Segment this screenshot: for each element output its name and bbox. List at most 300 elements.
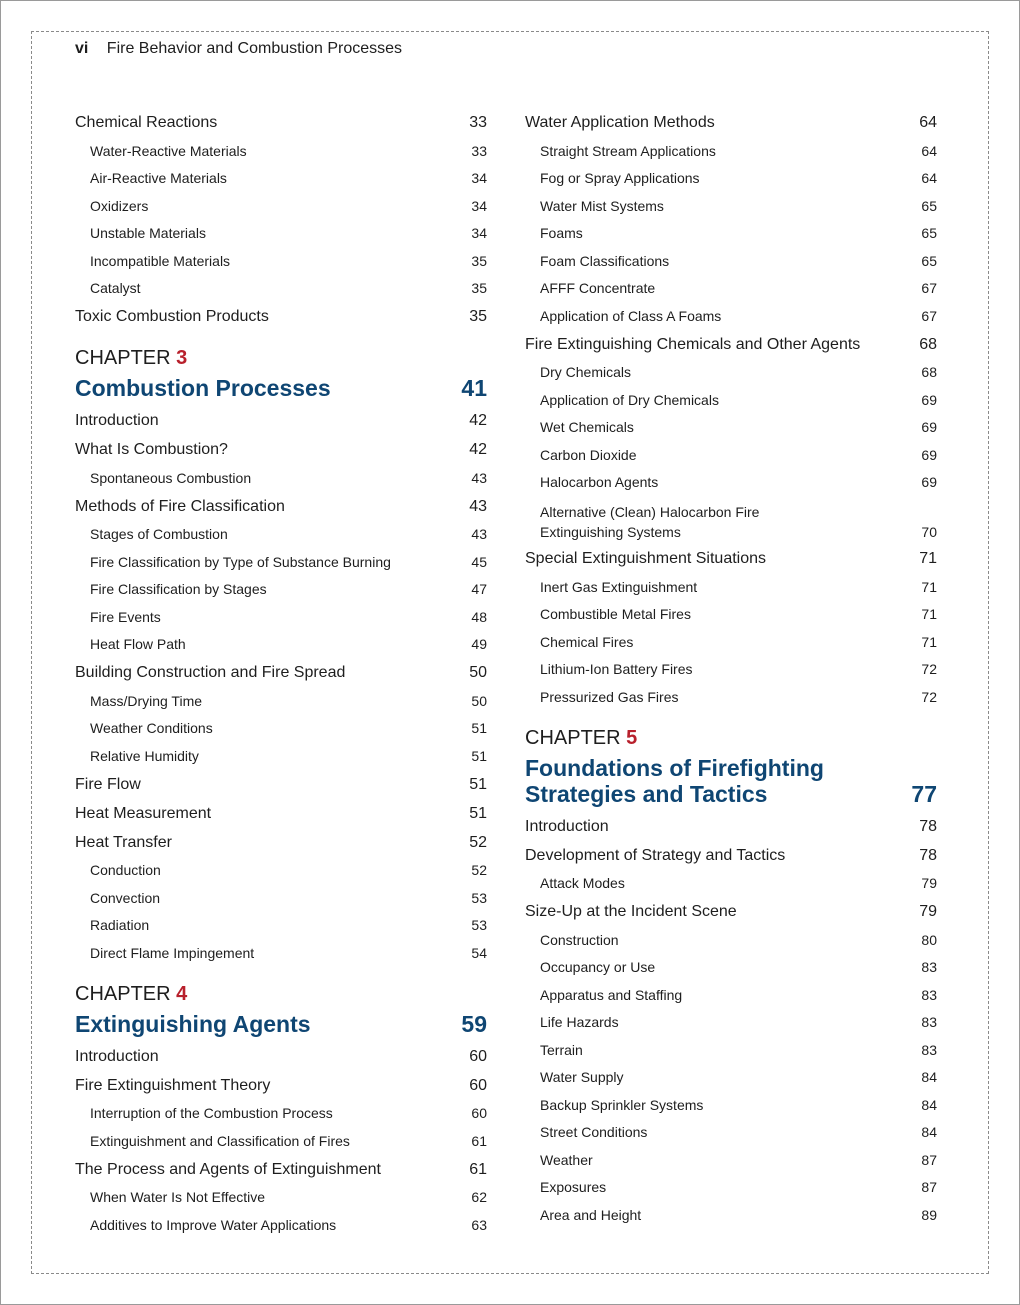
entry-page-number: 72 bbox=[921, 661, 937, 677]
entry-title bbox=[75, 111, 217, 135]
toc-subsection-entry[interactable] bbox=[75, 629, 487, 657]
chapter-title-entry[interactable] bbox=[75, 1009, 487, 1040]
entry-title-line: Exposures bbox=[540, 1179, 607, 1195]
toc-subsection-entry[interactable] bbox=[525, 626, 937, 654]
entry-title bbox=[540, 685, 678, 709]
toc-section-entry[interactable] bbox=[75, 490, 487, 519]
entry-page-number: 69 bbox=[921, 419, 937, 435]
entry-title-line: Construction bbox=[540, 931, 619, 948]
entry-title bbox=[90, 166, 227, 190]
entry-title-line: Water Mist Systems bbox=[540, 197, 664, 214]
toc-subsection-entry[interactable] bbox=[75, 135, 487, 163]
toc-subsection-entry[interactable] bbox=[525, 1199, 937, 1227]
toc-subsection-entry[interactable] bbox=[525, 384, 937, 412]
toc-subsection-entry[interactable] bbox=[525, 979, 937, 1007]
toc-subsection-entry[interactable] bbox=[525, 654, 937, 682]
entry-page-number: 83 bbox=[921, 959, 937, 975]
toc-subsection-entry[interactable] bbox=[75, 245, 487, 273]
entry-title bbox=[90, 577, 267, 601]
entry-page-number: 43 bbox=[471, 469, 487, 486]
entry-title-line: Toxic Combustion Products bbox=[75, 308, 269, 325]
entry-title-line: Building Construction and Fire Spread bbox=[75, 664, 346, 681]
toc-section-entry[interactable] bbox=[525, 810, 937, 839]
toc-subsection-entry[interactable] bbox=[525, 163, 937, 191]
entry-page-number: 64 bbox=[921, 170, 937, 186]
entry-page-number: 50 bbox=[469, 664, 487, 681]
entry-page-number: 52 bbox=[471, 862, 487, 878]
entry-title bbox=[540, 139, 716, 163]
entry-page-number: 65 bbox=[921, 225, 937, 241]
entry-page-number: 62 bbox=[471, 1189, 487, 1205]
entry-page-number: 78 bbox=[919, 846, 937, 864]
entry-title bbox=[75, 1158, 381, 1182]
toc-subsection-entry[interactable] bbox=[525, 1089, 937, 1117]
entry-title bbox=[525, 333, 860, 357]
entry-title-line: Additives to Improve Water Applications bbox=[90, 1216, 337, 1233]
entry-page-number: 71 bbox=[921, 578, 937, 595]
chapter-word: CHAPTER bbox=[75, 982, 171, 1005]
entry-page-number: 34 bbox=[471, 170, 487, 186]
entry-title-line: Extinguishment and Classification of Fires bbox=[90, 1132, 350, 1149]
entry-page-number: 67 bbox=[921, 280, 937, 296]
toc-subsection-entry[interactable] bbox=[525, 412, 937, 440]
toc-subsection-entry[interactable] bbox=[525, 1144, 937, 1172]
entry-title bbox=[75, 1045, 159, 1069]
entry-title-line: Lithium-Ion Battery Fires bbox=[540, 661, 693, 677]
entry-title bbox=[75, 773, 141, 797]
entry-title-line: Relative Humidity bbox=[90, 747, 199, 764]
toc-subsection-entry[interactable] bbox=[525, 273, 937, 301]
toc-subsection-entry[interactable] bbox=[75, 462, 487, 490]
chapter-label bbox=[525, 725, 937, 753]
entry-title bbox=[90, 632, 186, 656]
entry-page-number: 61 bbox=[469, 1160, 487, 1178]
toc-section-entry[interactable] bbox=[525, 895, 937, 924]
entry-page-number: 60 bbox=[469, 1047, 487, 1065]
entry-page-number: 79 bbox=[919, 903, 937, 920]
toc-subsection-entry[interactable] bbox=[75, 519, 487, 547]
entry-page-number: 65 bbox=[921, 197, 937, 214]
entry-page-number: 43 bbox=[469, 497, 487, 515]
chapter-title-entry[interactable] bbox=[525, 753, 937, 810]
entry-title bbox=[90, 886, 160, 910]
entry-title bbox=[540, 657, 693, 681]
entry-page-number: 42 bbox=[469, 412, 487, 429]
toc-section-entry[interactable] bbox=[75, 826, 487, 855]
entry-page-number: 72 bbox=[921, 688, 937, 705]
entry-title bbox=[90, 522, 228, 546]
toc-section-entry[interactable] bbox=[525, 839, 937, 868]
entry-title-line: Application of Dry Chemicals bbox=[540, 391, 719, 408]
chapter-number: 3 bbox=[176, 347, 188, 369]
toc-subsection-entry[interactable] bbox=[75, 574, 487, 602]
entry-page-number: 53 bbox=[471, 917, 487, 933]
chapter-title-line: Foundations of Firefighting bbox=[525, 754, 824, 781]
entry-title-line: Pressurized Gas Fires bbox=[540, 688, 679, 705]
entry-title-line: Oxidizers bbox=[90, 197, 149, 214]
entry-title-line: Fire Extinguishing Chemicals and Other Agents bbox=[525, 335, 861, 353]
entry-title bbox=[75, 802, 211, 826]
chapter-number: 5 bbox=[626, 726, 638, 749]
entry-page-number: 51 bbox=[469, 775, 487, 793]
chapter-label bbox=[75, 345, 487, 373]
entry-page-number: 83 bbox=[921, 1041, 937, 1058]
entry-page-number: 33 bbox=[471, 142, 487, 159]
entry-title-line: Methods of Fire Classification bbox=[75, 497, 285, 515]
entry-page-number: 78 bbox=[919, 817, 937, 835]
entry-title-line: Inert Gas Extinguishment bbox=[540, 578, 698, 595]
entry-title bbox=[540, 276, 655, 300]
entry-title bbox=[540, 983, 682, 1007]
entry-title bbox=[540, 443, 637, 467]
entry-title bbox=[90, 221, 206, 245]
entry-page-number: 51 bbox=[471, 747, 487, 764]
entry-title bbox=[540, 221, 583, 245]
toc-subsection-entry[interactable] bbox=[75, 937, 487, 965]
entry-title-line: Unstable Materials bbox=[90, 225, 206, 241]
toc-left-column bbox=[75, 106, 487, 1237]
entry-title bbox=[90, 1129, 350, 1153]
chapter-page-number: 77 bbox=[911, 780, 937, 807]
entry-page-number: 49 bbox=[471, 636, 487, 652]
entry-title bbox=[75, 438, 228, 462]
toc-subsection-entry[interactable] bbox=[75, 685, 487, 713]
toc-section-entry[interactable] bbox=[75, 1069, 487, 1098]
entry-title bbox=[90, 689, 202, 713]
entry-title bbox=[525, 111, 715, 135]
chapter-number: 4 bbox=[176, 982, 188, 1005]
entry-title-line: Area and Height bbox=[540, 1206, 642, 1223]
entry-title-line: Water-Reactive Materials bbox=[90, 142, 247, 159]
entry-title bbox=[90, 858, 161, 882]
entry-page-number: 45 bbox=[471, 553, 487, 570]
entry-title bbox=[540, 871, 625, 895]
entry-title-line: AFFF Concentrate bbox=[540, 280, 656, 296]
entry-title-line: Radiation bbox=[90, 917, 150, 933]
entry-page-number: 50 bbox=[471, 692, 487, 709]
toc-subsection-entry[interactable] bbox=[525, 952, 937, 980]
entry-page-number: 65 bbox=[921, 252, 937, 269]
chapter-title-line: Combustion Processes bbox=[75, 375, 331, 401]
entry-title-line: Combustible Metal Fires bbox=[540, 606, 691, 622]
chapter-page-number: 41 bbox=[461, 375, 487, 401]
entry-page-number: 34 bbox=[471, 197, 487, 214]
chapter-label bbox=[75, 981, 487, 1009]
entry-page-number: 71 bbox=[921, 633, 937, 650]
entry-title bbox=[540, 1038, 583, 1062]
entry-title-line: Convection bbox=[90, 889, 161, 906]
entry-title bbox=[540, 360, 631, 384]
entry-page-number: 51 bbox=[469, 804, 487, 822]
entry-title-line: Attack Modes bbox=[540, 875, 625, 891]
entry-title-line: Extinguishing Systems bbox=[540, 524, 681, 540]
toc-subsection-entry[interactable] bbox=[525, 1062, 937, 1090]
entry-title bbox=[540, 304, 721, 328]
toc-subsection-entry[interactable] bbox=[525, 1172, 937, 1200]
chapter-title bbox=[525, 755, 824, 807]
entry-title bbox=[75, 495, 285, 519]
page-number: vi bbox=[75, 40, 89, 57]
entry-title bbox=[90, 276, 141, 300]
toc-subsection-entry[interactable] bbox=[525, 1007, 937, 1035]
toc-subsection-entry[interactable] bbox=[525, 494, 937, 542]
toc-subsection-entry[interactable] bbox=[75, 855, 487, 883]
toc-section-entry[interactable] bbox=[75, 768, 487, 797]
entry-title-line: Alternative (Clean) Halocarbon Fire bbox=[540, 504, 760, 520]
entry-title bbox=[525, 844, 785, 868]
entry-title-line: Chemical Reactions bbox=[75, 114, 218, 131]
entry-page-number: 63 bbox=[471, 1216, 487, 1233]
entry-title-line: Fog or Spray Applications bbox=[540, 170, 700, 186]
entry-title-line: When Water Is Not Effective bbox=[90, 1189, 266, 1205]
entry-page-number: 84 bbox=[921, 1069, 937, 1085]
toc-right-column bbox=[525, 106, 937, 1227]
entry-page-number: 34 bbox=[471, 225, 487, 241]
entry-title bbox=[90, 550, 391, 574]
entry-title-line: Stages of Combustion bbox=[90, 526, 228, 542]
toc-section-entry[interactable] bbox=[75, 1040, 487, 1069]
toc-subsection-entry[interactable] bbox=[75, 1125, 487, 1153]
entry-title bbox=[75, 661, 345, 685]
entry-title bbox=[90, 1185, 265, 1209]
entry-title-line: Foam Classifications bbox=[540, 252, 670, 269]
toc-subsection-entry[interactable] bbox=[75, 273, 487, 301]
toc-section-entry[interactable] bbox=[75, 106, 487, 135]
entry-title-line: Fire Extinguishment Theory bbox=[75, 1076, 271, 1094]
entry-page-number: 68 bbox=[919, 335, 937, 353]
toc-subsection-entry[interactable] bbox=[525, 357, 937, 385]
entry-page-number: 35 bbox=[471, 280, 487, 296]
toc-subsection-entry[interactable] bbox=[75, 163, 487, 191]
toc-section-entry[interactable] bbox=[75, 433, 487, 462]
entry-page-number: 52 bbox=[469, 833, 487, 851]
entry-title bbox=[540, 575, 697, 599]
entry-page-number: 83 bbox=[921, 986, 937, 1003]
entry-title-line: Straight Stream Applications bbox=[540, 142, 716, 159]
entry-page-number: 60 bbox=[469, 1076, 487, 1094]
entry-page-number: 60 bbox=[471, 1105, 487, 1121]
toc-section-entry[interactable] bbox=[75, 656, 487, 685]
entry-title-line: Spontaneous Combustion bbox=[90, 469, 252, 486]
toc-section-entry[interactable] bbox=[525, 542, 937, 571]
entry-title bbox=[540, 1203, 641, 1227]
toc-subsection-entry[interactable] bbox=[525, 300, 937, 328]
entry-page-number: 53 bbox=[471, 889, 487, 906]
entry-title-line: Weather Conditions bbox=[90, 720, 213, 736]
entry-title bbox=[75, 831, 172, 855]
entry-page-number: 51 bbox=[471, 720, 487, 736]
toc-section-entry[interactable] bbox=[525, 106, 937, 135]
entry-title-line: Heat Measurement bbox=[75, 804, 212, 822]
toc-subsection-entry[interactable] bbox=[75, 546, 487, 574]
entry-title-line: Terrain bbox=[540, 1041, 583, 1058]
entry-title-line: Heat Transfer bbox=[75, 833, 172, 851]
entry-page-number: 84 bbox=[921, 1096, 937, 1113]
toc-subsection-entry[interactable] bbox=[525, 681, 937, 709]
entry-title-line: What Is Combustion? bbox=[75, 441, 228, 458]
entry-page-number: 47 bbox=[471, 581, 487, 597]
chapter-title-line: Strategies and Tactics bbox=[525, 780, 768, 807]
entry-title bbox=[540, 388, 719, 412]
toc-subsection-entry[interactable] bbox=[75, 740, 487, 768]
chapter-title-entry[interactable] bbox=[75, 373, 487, 404]
chapter-title-line: Extinguishing Agents bbox=[75, 1010, 311, 1037]
entry-title-line: Dry Chemicals bbox=[540, 364, 632, 380]
entry-title bbox=[540, 166, 700, 190]
toc-subsection-entry[interactable] bbox=[75, 882, 487, 910]
toc-section-entry[interactable] bbox=[75, 404, 487, 433]
toc-subsection-entry[interactable] bbox=[525, 135, 937, 163]
toc-subsection-entry[interactable] bbox=[525, 1117, 937, 1145]
entry-title bbox=[75, 1074, 270, 1098]
entry-title-line: Life Hazards bbox=[540, 1014, 619, 1030]
toc-subsection-entry[interactable] bbox=[75, 601, 487, 629]
entry-title bbox=[540, 1093, 703, 1117]
entry-title-line: Direct Flame Impingement bbox=[90, 944, 255, 961]
entry-title bbox=[525, 900, 737, 924]
entry-title bbox=[75, 409, 159, 433]
entry-title-line: Water Application Methods bbox=[525, 114, 715, 131]
entry-title-line: Introduction bbox=[525, 817, 609, 835]
entry-title-line: Introduction bbox=[75, 412, 159, 429]
entry-title-line: Street Conditions bbox=[540, 1124, 648, 1140]
entry-page-number: 69 bbox=[921, 391, 937, 408]
toc-subsection-entry[interactable] bbox=[75, 190, 487, 218]
entry-title-line: Mass/Drying Time bbox=[90, 692, 203, 709]
entry-page-number: 48 bbox=[471, 608, 487, 625]
toc-section-entry[interactable] bbox=[75, 300, 487, 329]
toc-section-entry[interactable] bbox=[525, 328, 937, 357]
entry-title-line: Fire Classification by Stages bbox=[90, 581, 267, 597]
entry-title-line: The Process and Agents of Extinguishment bbox=[75, 1160, 381, 1178]
entry-page-number: 64 bbox=[919, 114, 937, 131]
entry-page-number: 84 bbox=[921, 1124, 937, 1140]
entry-page-number: 87 bbox=[921, 1179, 937, 1195]
entry-title bbox=[90, 716, 213, 740]
entry-title bbox=[540, 470, 658, 494]
entry-title bbox=[90, 194, 148, 218]
entry-title-line: Water Supply bbox=[540, 1069, 624, 1085]
entry-title bbox=[90, 1101, 333, 1125]
toc-subsection-entry[interactable] bbox=[525, 1034, 937, 1062]
entry-page-number: 33 bbox=[469, 114, 487, 131]
chapter-word: CHAPTER bbox=[75, 347, 171, 369]
chapter-title bbox=[75, 375, 331, 401]
entry-title-line: Introduction bbox=[75, 1047, 159, 1065]
entry-title bbox=[90, 249, 230, 273]
entry-title-line: Size-Up at the Incident Scene bbox=[525, 903, 737, 920]
entry-title-line: Weather bbox=[540, 1151, 593, 1168]
entry-title bbox=[90, 744, 199, 768]
entry-page-number: 35 bbox=[469, 308, 487, 325]
entry-title bbox=[90, 941, 254, 965]
entry-title bbox=[540, 1120, 647, 1144]
entry-title-line: Carbon Dioxide bbox=[540, 446, 637, 463]
entry-title bbox=[540, 1010, 619, 1034]
toc-subsection-entry[interactable] bbox=[75, 713, 487, 741]
entry-title bbox=[525, 547, 766, 571]
entry-page-number: 42 bbox=[469, 441, 487, 458]
entry-title bbox=[90, 139, 247, 163]
entry-page-number: 83 bbox=[921, 1014, 937, 1030]
entry-title-line: Backup Sprinkler Systems bbox=[540, 1096, 704, 1113]
toc-subsection-entry[interactable] bbox=[525, 571, 937, 599]
entry-page-number: 79 bbox=[921, 875, 937, 891]
chapter-page-number: 59 bbox=[461, 1010, 487, 1037]
entry-title bbox=[540, 928, 619, 952]
entry-title-line: Catalyst bbox=[90, 280, 141, 296]
entry-title bbox=[90, 466, 251, 490]
entry-page-number: 80 bbox=[921, 931, 937, 948]
entry-title-line: Foams bbox=[540, 225, 583, 241]
running-header bbox=[75, 40, 402, 58]
entry-page-number: 67 bbox=[921, 307, 937, 324]
toc-subsection-entry[interactable] bbox=[75, 1209, 487, 1237]
toc-subsection-entry[interactable] bbox=[525, 218, 937, 246]
toc-subsection-entry[interactable] bbox=[525, 599, 937, 627]
toc-subsection-entry[interactable] bbox=[525, 868, 937, 896]
entry-title-line: Interruption of the Combustion Process bbox=[90, 1105, 333, 1121]
toc-subsection-entry[interactable] bbox=[75, 910, 487, 938]
entry-page-number: 87 bbox=[921, 1151, 937, 1168]
entry-page-number: 69 bbox=[921, 446, 937, 463]
entry-title bbox=[90, 605, 161, 629]
entry-title bbox=[540, 415, 634, 439]
toc-subsection-entry[interactable] bbox=[75, 1098, 487, 1126]
entry-title-line: Air-Reactive Materials bbox=[90, 170, 227, 186]
entry-title bbox=[90, 1213, 336, 1237]
toc-subsection-entry[interactable] bbox=[525, 467, 937, 495]
entry-page-number: 69 bbox=[921, 474, 937, 490]
entry-title-line: Fire Flow bbox=[75, 775, 141, 793]
entry-page-number: 43 bbox=[471, 526, 487, 542]
entry-page-number: 71 bbox=[921, 606, 937, 622]
entry-title bbox=[540, 249, 669, 273]
entry-title bbox=[540, 1175, 606, 1199]
chapter-word: CHAPTER bbox=[525, 726, 621, 749]
toc-subsection-entry[interactable] bbox=[525, 245, 937, 273]
entry-title-line: Fire Classification by Type of Substance Burning bbox=[90, 553, 391, 570]
book-title: Fire Behavior and Combustion Processes bbox=[106, 40, 403, 57]
entry-title-line: Conduction bbox=[90, 862, 161, 878]
entry-title-line: Halocarbon Agents bbox=[540, 474, 659, 490]
entry-title bbox=[540, 1065, 624, 1089]
entry-title bbox=[540, 194, 664, 218]
entry-page-number: 61 bbox=[471, 1132, 487, 1149]
entry-title-line: Development of Strategy and Tactics bbox=[525, 846, 786, 864]
entry-page-number: 35 bbox=[471, 252, 487, 269]
toc-subsection-entry[interactable] bbox=[525, 924, 937, 952]
toc-subsection-entry[interactable] bbox=[525, 439, 937, 467]
toc-subsection-entry[interactable] bbox=[525, 190, 937, 218]
entry-title-line: Chemical Fires bbox=[540, 633, 634, 650]
entry-page-number: 70 bbox=[921, 524, 937, 540]
entry-page-number: 54 bbox=[471, 944, 487, 961]
entry-title-line: Heat Flow Path bbox=[90, 636, 186, 652]
toc-section-entry[interactable] bbox=[75, 797, 487, 826]
toc-section-entry[interactable] bbox=[75, 1153, 487, 1182]
entry-title-line: Fire Events bbox=[90, 608, 161, 625]
entry-title-line: Application of Class A Foams bbox=[540, 307, 722, 324]
entry-title bbox=[540, 1148, 593, 1172]
entry-title-line: Incompatible Materials bbox=[90, 252, 231, 269]
toc-subsection-entry[interactable] bbox=[75, 1182, 487, 1210]
entry-page-number: 89 bbox=[921, 1206, 937, 1223]
entry-page-number: 64 bbox=[921, 142, 937, 159]
entry-title-line: Wet Chemicals bbox=[540, 419, 634, 435]
entry-title bbox=[540, 630, 633, 654]
toc-subsection-entry[interactable] bbox=[75, 218, 487, 246]
